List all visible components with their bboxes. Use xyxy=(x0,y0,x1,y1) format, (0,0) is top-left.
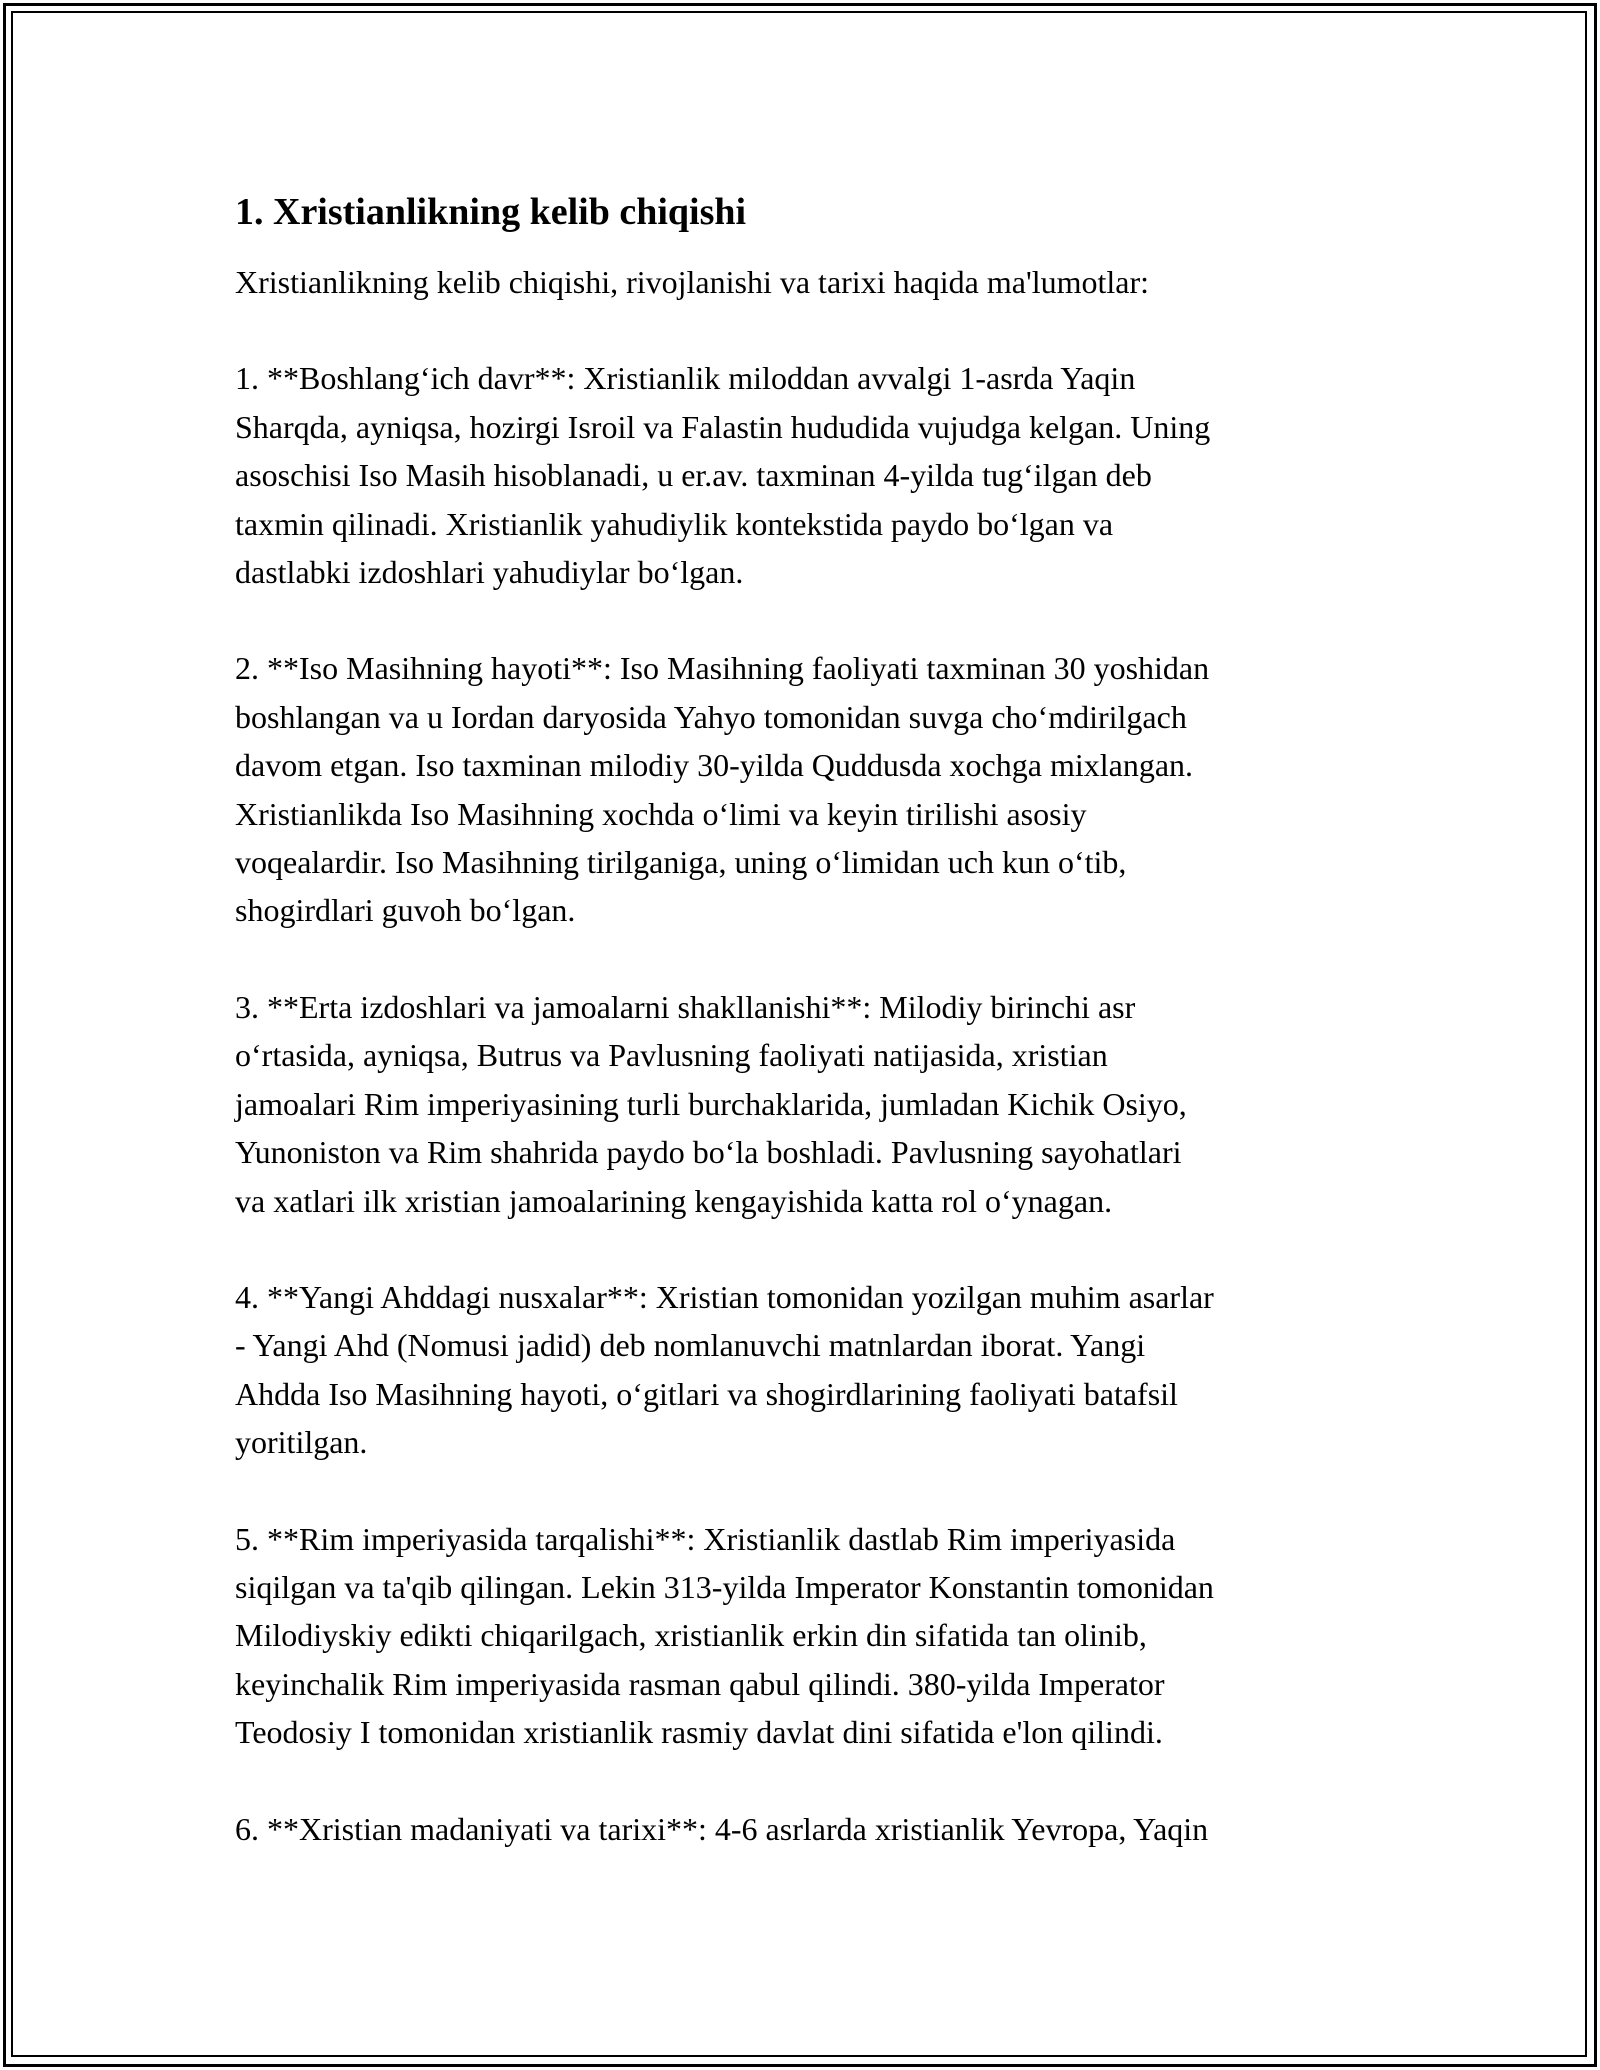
section-line: jamoalari Rim imperiyasining turli burchaklarida, jumladan Kichik Osiyo, xyxy=(235,1085,1187,1122)
section-line: 2. **Iso Masihning hayoti**: Iso Masihning faoliyati taxminan 30 yoshidan xyxy=(235,650,1210,687)
section-line: keyinchalik Rim imperiyasida rasman qabul qilindi. 380-yilda Imperator xyxy=(235,1665,1165,1702)
section-line: yoritilgan. xyxy=(235,1424,368,1461)
section-line: Milodiyskiy edikti chiqarilgach, xristianlik erkin din sifatida tan olinib, xyxy=(235,1617,1147,1654)
section-line: Ahdda Iso Masihning hayoti, o‘gitlari va shogirdlarining faoliyati batafsil xyxy=(235,1375,1178,1412)
section-line: Xristianlikda Iso Masihning xochda o‘limi va keyin tirilishi asosiy xyxy=(235,795,1087,832)
section-line: voqealardir. Iso Masihning tirilganiga, uning o‘limidan uch kun o‘tib, xyxy=(235,844,1127,881)
section-line: va xatlari ilk xristian jamoalarining kengayishida katta rol o‘ynagan. xyxy=(235,1182,1113,1219)
section-line: 1. **Boshlang‘ich davr**: Xristianlik miloddan avvalgi 1-asrda Yaqin xyxy=(235,360,1136,397)
section-line: boshlangan va u Iordan daryosida Yahyo tomonidan suvga cho‘mdirilgach xyxy=(235,698,1187,735)
section-line: dastlabki izdoshlari yahudiylar bo‘lgan. xyxy=(235,554,744,591)
intro-paragraph: Xristianlikning kelib chiqishi, rivojlanishi va tarixi haqida ma'lumotlar: xyxy=(235,264,1150,300)
section-line: Yunoniston va Rim shahrida paydo bo‘la boshladi. Pavlusning sayohatlari xyxy=(235,1134,1182,1171)
section-line: 4. **Yangi Ahddagi nusxalar**: Xristian tomonidan yozilgan muhim asarlar xyxy=(235,1278,1214,1315)
section-line: asoschisi Iso Masih hisoblanadi, u er.av. taxminan 4-yilda tug‘ilgan deb xyxy=(235,457,1152,494)
section-line: taxmin qilinadi. Xristianlik yahudiylik kontekstida paydo bo‘lgan va xyxy=(235,505,1114,542)
section-line: 5. **Rim imperiyasida tarqalishi**: Xristianlik dastlab Rim imperiyasida xyxy=(235,1520,1176,1557)
section-line: Sharqda, ayniqsa, hozirgi Isroil va Falastin hududida vujudga kelgan. Uning xyxy=(235,408,1211,445)
section-3 xyxy=(235,983,1370,1225)
section-line: 3. **Erta izdoshlari va jamoalarni shakllanishi**: Milodiy birinchi asr xyxy=(235,988,1136,1025)
document-title: 1. Xristianlikning kelib chiqishi xyxy=(235,191,747,233)
section-line: Teodosiy I tomonidan xristianlik rasmiy davlat dini sifatida e'lon qilindi. xyxy=(235,1714,1163,1751)
section-line: 6. **Xristian madaniyati va tarixi**: 4-6 asrlarda xristianlik Yevropa, Yaqin xyxy=(235,1810,1209,1847)
section-line: - Yangi Ahd (Nomusi jadid) deb nomlanuvchi matnlardan iborat. Yangi xyxy=(235,1327,1146,1364)
section-4 xyxy=(235,1273,1370,1467)
section-5 xyxy=(235,1515,1370,1757)
section-line: shogirdlari guvoh bo‘lgan. xyxy=(235,892,576,929)
section-1 xyxy=(235,354,1370,596)
section-2 xyxy=(235,644,1370,934)
section-6 xyxy=(235,1805,1370,1853)
document-body xyxy=(235,186,1370,1901)
section-line: o‘rtasida, ayniqsa, Butrus va Pavlusning faoliyati natijasida, xristian xyxy=(235,1037,1108,1074)
section-line: davom etgan. Iso taxminan milodiy 30-yilda Quddusda xochga mixlangan. xyxy=(235,747,1194,784)
section-line: siqilgan va ta'qib qilingan. Lekin 313-yilda Imperator Konstantin tomonidan xyxy=(235,1568,1214,1605)
